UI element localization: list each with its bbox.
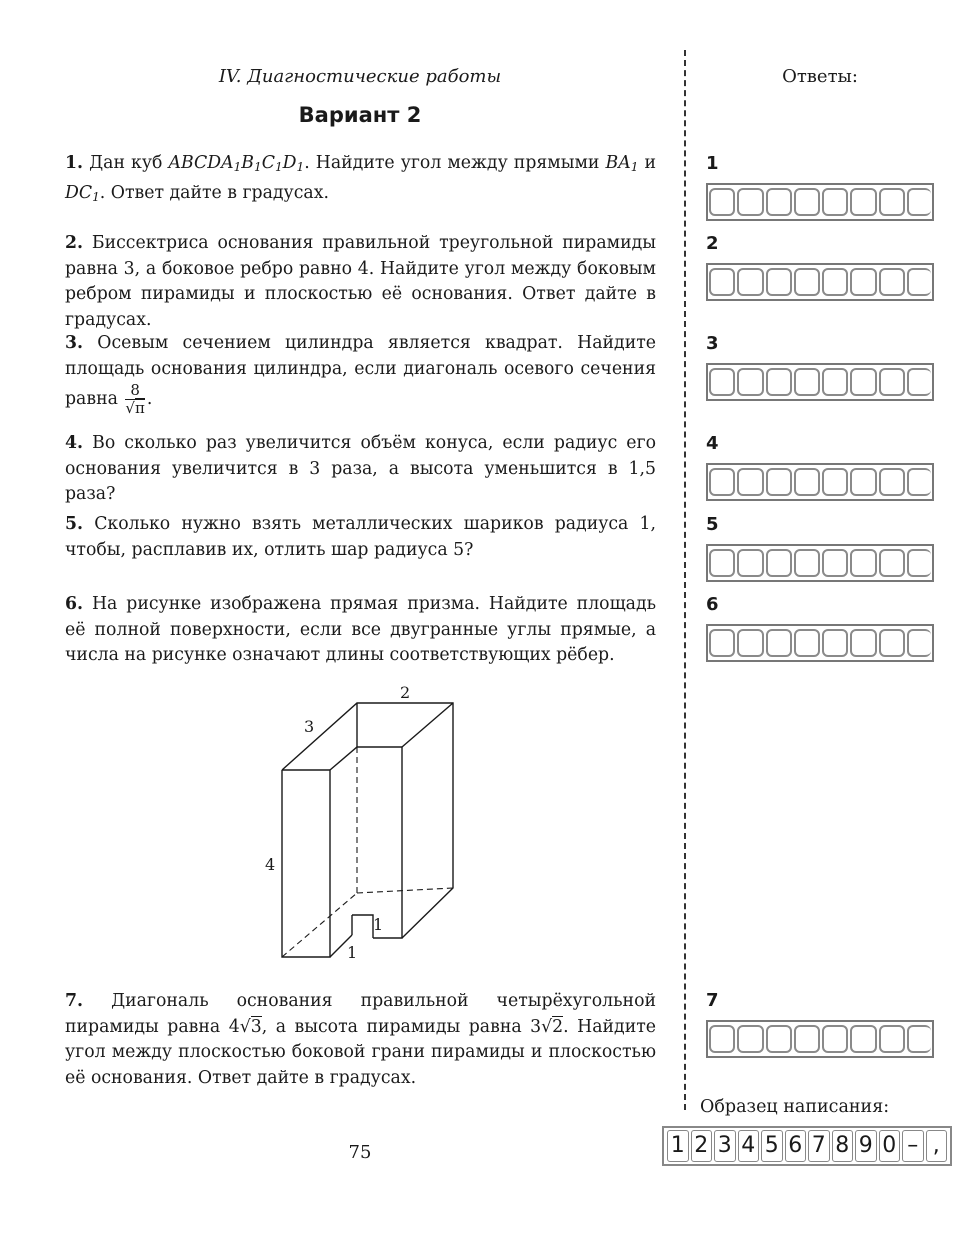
- sample-label: Образец написания:: [700, 1097, 890, 1117]
- answer-label-3: 3: [706, 333, 719, 354]
- answer-field-6[interactable]: [706, 624, 934, 662]
- answer-label-5: 5: [706, 514, 719, 535]
- answer-field-2[interactable]: [706, 263, 934, 301]
- answer-label-7: 7: [706, 990, 719, 1011]
- answer-field-5[interactable]: [706, 544, 934, 582]
- problem-4: 4. Во сколько раз увеличится объём конуса, если радиус его основания увеличится в 3 раза, а высота уменьшится в 1,5 раза?: [65, 433, 656, 504]
- problem-2: 2. Биссектриса основания правильной треугольной пирамиды равна 3, а боковое ребро равно 4. Найдите угол между боковым ребром пирамиды и плоскостью её основания. Ответ дайте в градусах.: [65, 233, 656, 330]
- prism-figure: [255, 680, 485, 970]
- page-number: 75: [348, 1142, 372, 1163]
- fraction: $\frac{8}{√\pi}$: [125, 381, 145, 417]
- problem-7: 7. Диагональ основания правильной четырёхугольной пирамиды равна 4√3, а высота пирамиды равна 3√2. Найдите угол между плоскостью боковой грани пирамиды и плоскостью её основания. Ответ дайте в градусах.: [65, 991, 657, 1088]
- answer-label-2: 2: [706, 233, 719, 254]
- problem-number: 1.: [65, 153, 84, 173]
- problem-1: 1. Дан куб $ABCDA_1B_1C_1D_1$. Найдите угол между прямыми $BA_1$ и $DC_1$. Ответ дайте в градусах.: [65, 153, 657, 204]
- answer-label-1: 1: [706, 153, 719, 174]
- variant-title: Вариант 2: [298, 103, 422, 127]
- answer-label-4: 4: [706, 433, 719, 454]
- label-bottom: 1: [347, 943, 358, 962]
- answer-field-3[interactable]: [706, 363, 934, 401]
- answer-field-7[interactable]: [706, 1020, 934, 1058]
- problem-6: 6. На рисунке изображена прямая призма. Найдите площадь её полной поверхности, если все двугранные углы прямые, а числа на рисунке означают длины соответствующих рёбер.: [65, 594, 656, 665]
- problem-5: 5. Сколько нужно взять металлических шариков радиуса 1, чтобы, расплавив их, отлить шар радиуса 5?: [65, 514, 656, 560]
- answer-field-1[interactable]: [706, 183, 934, 221]
- label-top: 2: [400, 683, 411, 702]
- label-inner: 1: [373, 915, 384, 934]
- problem-3: 3. Осевым сечением цилиндра является квадрат. Найдите площадь основания цилиндра, если диагональ осевого сечения равна $\frac{8}{√\pi}$ .: [65, 333, 656, 417]
- label-left-top: 3: [304, 717, 315, 736]
- dashed-divider: [684, 50, 686, 1110]
- answer-field-4[interactable]: [706, 463, 934, 501]
- label-height: 4: [265, 855, 276, 874]
- section-header: IV. Диагностические работы: [218, 66, 502, 87]
- answer-label-6: 6: [706, 594, 719, 615]
- answers-title: Ответы:: [782, 66, 858, 87]
- sample-digits: 1 2 3 4 5 6 7 8 9 0 – ,: [662, 1126, 952, 1166]
